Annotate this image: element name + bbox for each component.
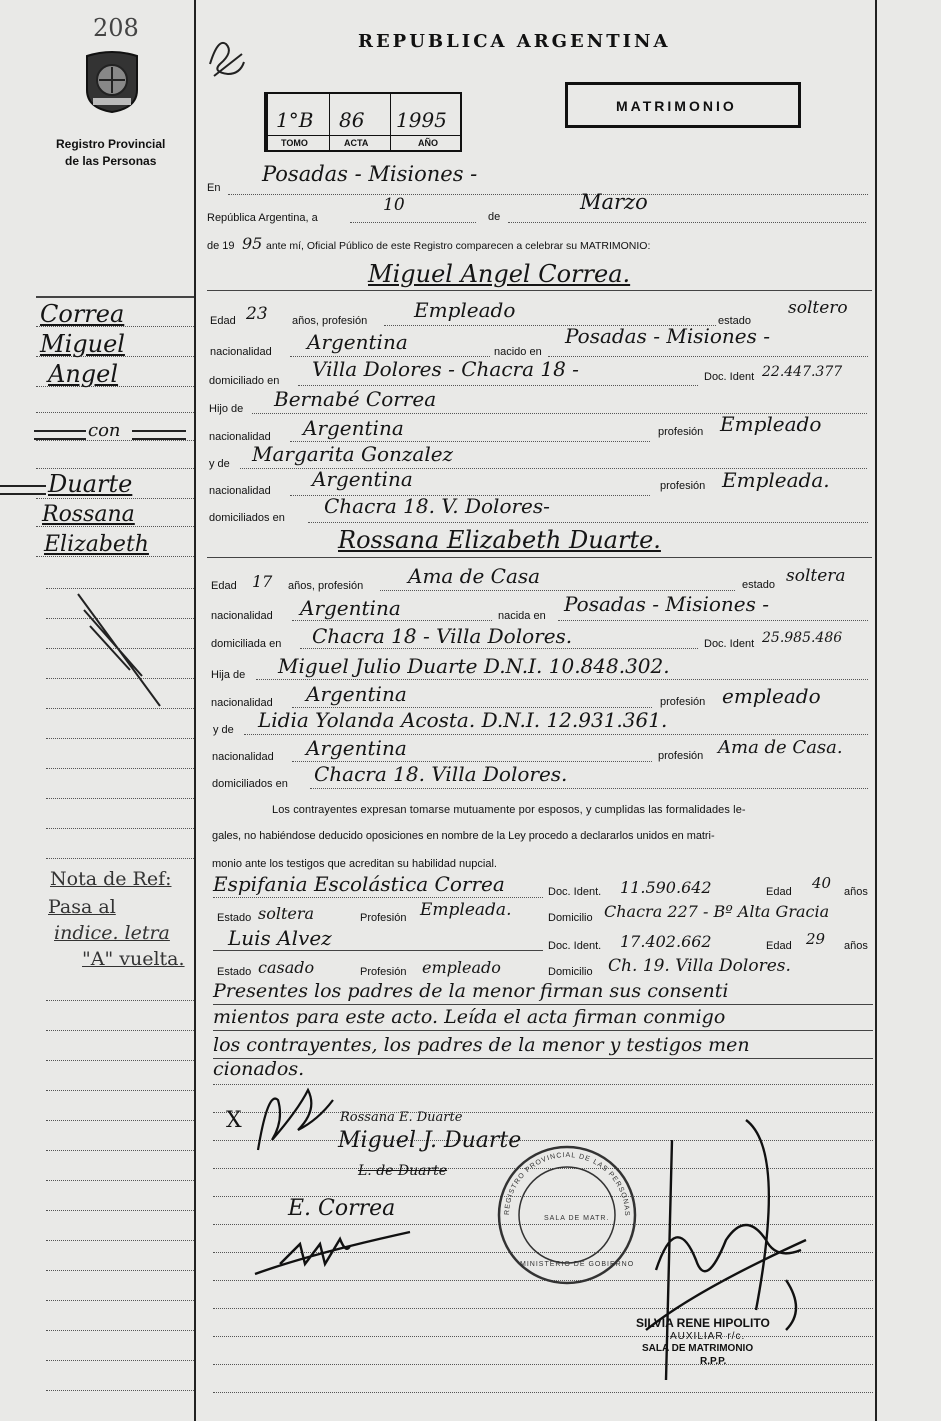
bride-father: Miguel Julio Duarte D.N.I. 10.848.302. <box>278 654 670 678</box>
witness2-age-label: Edad <box>766 940 792 952</box>
bride-mother-prof-label: profesión <box>658 750 704 762</box>
bride-nationality: Argentina <box>300 596 401 620</box>
groom-birthplace: Posadas - Misiones - <box>565 324 771 348</box>
witness1-age: 40 <box>812 874 832 892</box>
signature-mark: X <box>226 1108 242 1133</box>
groom-doc-label: Doc. Ident <box>704 371 755 383</box>
en-label: En <box>207 182 221 194</box>
witness2-estado: casado <box>258 958 315 977</box>
groom-born-label: nacido en <box>494 346 542 358</box>
margin-ref-line3: "A" vuelta. <box>82 948 185 970</box>
groom-father: Bernabé Correa <box>274 387 437 411</box>
tomo-value: 1°B <box>276 108 314 132</box>
bride-nat-label: nacionalidad <box>211 610 273 622</box>
witness1-years-label: años <box>844 886 868 898</box>
anio-label: AÑO <box>418 138 438 148</box>
left-border-line <box>194 0 196 1421</box>
witness1-name: Espifania Escolástica Correa <box>213 872 505 896</box>
groom-domicile: Villa Dolores - Chacra 18 - <box>312 357 579 381</box>
witness1-domicile: Chacra 227 - Bº Alta Gracia <box>604 902 830 921</box>
margin-con: con <box>88 420 121 441</box>
groom-father-profession: Empleado <box>720 412 822 436</box>
margin-bride-middle: Elizabeth <box>44 532 149 557</box>
witness2-doc-label: Doc. Ident. <box>548 940 602 952</box>
notes-line2: mientos para este acto. Leída el acta firman conmigo <box>213 1006 726 1028</box>
signature-bride-mother: L. de Duarte <box>358 1163 448 1179</box>
official-role: AUXILIAR r/c. <box>670 1331 746 1342</box>
bride-years-prof-label: años, profesión <box>288 580 364 592</box>
groom-mother: Margarita Gonzalez <box>252 442 454 466</box>
witness1-estado: soltera <box>258 904 315 923</box>
bride-estado: soltera <box>786 566 846 586</box>
groom-nat-label: nacionalidad <box>210 346 272 358</box>
shield-crest <box>79 50 145 114</box>
witness2-domicile: Ch. 19. Villa Dolores. <box>608 956 791 976</box>
bride-birthplace: Posadas - Misiones - <box>564 592 770 616</box>
bride-daughter-of-label: Hija de <box>211 669 246 681</box>
bride-parents-domicile: Chacra 18. Villa Dolores. <box>314 762 568 786</box>
groom-estado-label: estado <box>718 315 752 327</box>
initial-scribble-icon <box>204 34 248 82</box>
act-month: Marzo <box>580 190 648 214</box>
groom-mother-nat-label: nacionalidad <box>209 485 271 497</box>
margin-bride-first: Rossana <box>42 502 135 527</box>
bride-doc-label: Doc. Ident <box>704 638 755 650</box>
groom-parents-domicile: Chacra 18. V. Dolores- <box>324 494 550 518</box>
intro-line3-text: ante mí, Oficial Público de este Registro comparecen a celebrar su MATRIMONIO: <box>266 240 651 252</box>
page-number: 208 <box>93 14 139 42</box>
witness1-age-label: Edad <box>766 886 792 898</box>
right-border-line <box>875 0 877 1421</box>
groom-father-nationality: Argentina <box>303 416 404 440</box>
groom-doc: 22.447.377 <box>762 364 843 380</box>
witness2-dom-label: Domicilio <box>548 966 593 978</box>
act-day: 10 <box>383 195 405 215</box>
bride-father-prof-label: profesión <box>660 696 706 708</box>
bride-mother-nationality: Argentina <box>306 736 407 760</box>
margin-con-rule-left <box>34 430 86 440</box>
groom-profession: Empleado <box>414 298 516 322</box>
margin-groom-first: Miguel <box>40 330 125 358</box>
margin-ref-line2: indice. letra <box>54 922 170 944</box>
witness1-doc-label: Doc. Ident. <box>548 886 602 898</box>
margin-bride-surname: Duarte <box>48 470 133 498</box>
witness1-estado-label: Estado <box>217 912 252 924</box>
acta-label: ACTA <box>344 138 369 148</box>
witness1-dom-label: Domicilio <box>548 912 593 924</box>
groom-estado: soltero <box>788 298 848 318</box>
bride-estado-label: estado <box>742 579 776 591</box>
tomo-label: TOMO <box>281 138 308 148</box>
bride-domicile: Chacra 18 - Villa Dolores. <box>312 624 573 648</box>
groom-mother-prof-label: profesión <box>660 480 706 492</box>
notes-line3: los contrayentes, los padres de la menor y testigos men <box>213 1034 750 1056</box>
bride-father-profession: empleado <box>722 684 821 708</box>
witness1-profession: Empleada. <box>420 900 512 920</box>
margin-groom-surname: Correa <box>40 300 125 328</box>
republic-label: República Argentina, a <box>207 212 318 224</box>
groom-name: Miguel Angel Correa. <box>368 260 631 288</box>
groom-and-of-label: y de <box>209 458 230 470</box>
act-year-suffix: 95 <box>242 234 263 253</box>
declaration-line3: monio ante los testigos que acreditan su habilidad nupcial. <box>212 858 497 870</box>
anio-value: 1995 <box>396 108 447 132</box>
groom-age: 23 <box>246 304 268 324</box>
bride-born-label: nacida en <box>498 610 546 622</box>
act-type-label: MATRIMONIO <box>616 98 737 114</box>
margin-bride-rule <box>0 485 46 495</box>
bride-dom-label: domiciliada en <box>211 638 282 650</box>
bride-and-of-label: y de <box>213 724 234 736</box>
bride-age-label: Edad <box>211 580 237 592</box>
official-org: R.P.P. <box>700 1356 727 1367</box>
margin-con-rule-right <box>132 430 186 440</box>
bride-father-nat-label: nacionalidad <box>211 697 273 709</box>
de-label: de <box>488 211 501 223</box>
bride-profession: Ama de Casa <box>408 564 541 588</box>
witness1-prof-label: Profesión <box>360 912 407 924</box>
acta-value: 86 <box>339 108 365 132</box>
bride-mother: Lidia Yolanda Acosta. D.N.I. 12.931.361. <box>258 708 668 732</box>
groom-age-label: Edad <box>210 315 236 327</box>
registry-line1: Registro Provincial <box>56 137 166 151</box>
witness2-signature <box>250 1224 420 1284</box>
record-box-divider-2 <box>390 92 391 152</box>
stamp-inner-text: SALA DE MATR. <box>544 1215 610 1222</box>
declaration-line2: gales, no habiéndose deducido oposiciones en nombre de la Ley procedo a declararlos unidos en matri- <box>212 830 715 842</box>
bride-doc: 25.985.486 <box>762 630 843 646</box>
bride-mother-profession: Ama de Casa. <box>718 737 843 758</box>
witness2-name: Luis Alvez <box>228 926 332 950</box>
signature-bride-father: Miguel J. Duarte <box>338 1128 522 1153</box>
margin-ref-line1: Pasa al <box>48 896 116 918</box>
witness2-age: 29 <box>806 930 826 948</box>
witness2-years-label: años <box>844 940 868 952</box>
record-box-divider-1 <box>329 92 330 152</box>
groom-nationality: Argentina <box>307 330 408 354</box>
official-office: SALA DE MATRIMONIO <box>642 1343 754 1354</box>
declaration-line1: Los contrayentes expresan tomarse mutuamente por esposos, y cumplidas las formalidades le- <box>272 804 746 816</box>
witness2-prof-label: Profesión <box>360 966 407 978</box>
notes-line1: Presentes los padres de la menor firman sus consenti <box>213 980 729 1002</box>
notes-line4: cionados. <box>213 1058 305 1080</box>
margin-groom-middle: Angel <box>48 360 119 388</box>
official-name: SILVIA RENE HIPOLITO <box>636 1316 770 1330</box>
groom-mother-nationality: Argentina <box>312 467 413 491</box>
bride-mother-nat-label: nacionalidad <box>212 751 274 763</box>
witness1-doc: 11.590.642 <box>620 878 712 897</box>
groom-mother-profession: Empleada. <box>722 468 830 492</box>
margin-ref-title: Nota de Ref: <box>50 868 172 890</box>
witness2-estado-label: Estado <box>217 966 252 978</box>
groom-years-prof-label: años, profesión <box>292 315 368 327</box>
groom-father-prof-label: profesión <box>658 426 704 438</box>
stamp-bottom-text: MINISTERIO DE GOBIERNO <box>520 1261 635 1268</box>
registry-line2: de las Personas <box>65 154 157 168</box>
bride-age: 17 <box>252 572 273 591</box>
intro-line3-prefix: de 19 <box>207 240 235 252</box>
groom-son-of-label: Hijo de <box>209 403 244 415</box>
groom-dom-label: domiciliado en <box>209 375 280 387</box>
bride-name: Rossana Elizabeth Duarte. <box>338 526 661 554</box>
witness2-profession: empleado <box>422 958 501 977</box>
act-place: Posadas - Misiones - <box>262 162 478 186</box>
record-box-label-rule <box>264 135 462 136</box>
signature-bride: Rossana E. Duarte <box>340 1110 463 1125</box>
official-stamp <box>492 1140 642 1290</box>
signature-witness1: E. Correa <box>288 1196 396 1221</box>
bride-parents-dom-label: domiciliados en <box>212 778 288 790</box>
margin-strike-lines <box>70 586 190 716</box>
groom-father-nat-label: nacionalidad <box>209 431 271 443</box>
stamp-ring-text: REGISTRO PROVINCIAL DE LAS PERSONAS <box>503 1151 631 1217</box>
groom-signature <box>248 1080 338 1160</box>
groom-parents-dom-label: domiciliados en <box>209 512 285 524</box>
country-title: REPUBLICA ARGENTINA <box>358 31 671 52</box>
witness2-doc: 17.402.662 <box>620 932 712 951</box>
bride-father-nationality: Argentina <box>306 682 407 706</box>
